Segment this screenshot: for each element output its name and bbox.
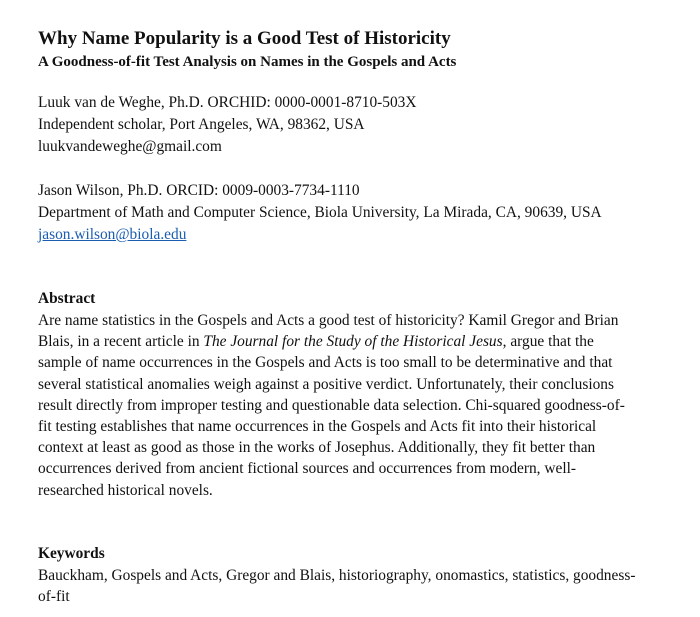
author-2-email-link[interactable]: jason.wilson@biola.edu [38, 226, 187, 243]
paper-title: Why Name Popularity is a Good Test of Historicity [38, 28, 451, 49]
keywords-line: of-fit [38, 588, 70, 606]
author-block-2 [38, 180, 668, 246]
abstract-line [38, 331, 668, 352]
paper-subtitle: A Goodness-of-fit Test Analysis on Names in the Gospels and Acts [38, 54, 457, 70]
abstract-line: result directly from improper testing and questionable data selection. Chi-squared goodness-of- [38, 396, 625, 414]
abstract-line: Are name statistics in the Gospels and Acts a good test of historicity? Kamil Gregor and Brian [38, 312, 619, 329]
abstract-line: fit testing establishes that name occurrences in the Gospels and Acts fit into their historical [38, 418, 597, 436]
author-2-affiliation: Department of Math and Computer Science, Biola University, La Mirada, CA, 90639, USA [38, 204, 602, 221]
abstract-body [38, 310, 668, 501]
keywords-heading: Keywords [38, 544, 105, 562]
author-1-email: luukvandeweghe@gmail.com [38, 138, 222, 155]
abstract-line: researched historical novels. [38, 481, 213, 499]
keywords-body [38, 565, 668, 608]
paper-page [38, 28, 668, 608]
author-2-name: Jason Wilson, Ph.D. ORCID: 0009-0003-7734-1110 [38, 182, 360, 199]
author-1-name: Luuk van de Weghe, Ph.D. ORCHID: 0000-0001-8710-503X [38, 94, 417, 111]
abstract-line-text: Blais, in a recent article in [38, 333, 204, 351]
abstract-heading: Abstract [38, 290, 96, 307]
keywords-line: Bauckham, Gospels and Acts, Gregor and Blais, historiography, onomastics, statistics, goodness- [38, 566, 636, 584]
author-1-affiliation: Independent scholar, Port Angeles, WA, 98362, USA [38, 116, 365, 133]
abstract-line: context at least as good as those in the works of Josephus. Additionally, they fit better than [38, 439, 596, 457]
abstract-line: sample of name occurrences in the Gospels and Acts is too small to be determinative and that [38, 354, 613, 372]
abstract-line: occurrences derived from ancient fictional sources and occurrences from modern, well- [38, 460, 577, 478]
abstract-line: several statistical anomalies weigh against a positive verdict. Unfortunately, their conclusions [38, 375, 614, 393]
author-block-1 [38, 92, 668, 158]
abstract-line-text: , argue that the [502, 333, 594, 351]
journal-title: The Journal for the Study of the Historical Jesus [203, 333, 503, 351]
